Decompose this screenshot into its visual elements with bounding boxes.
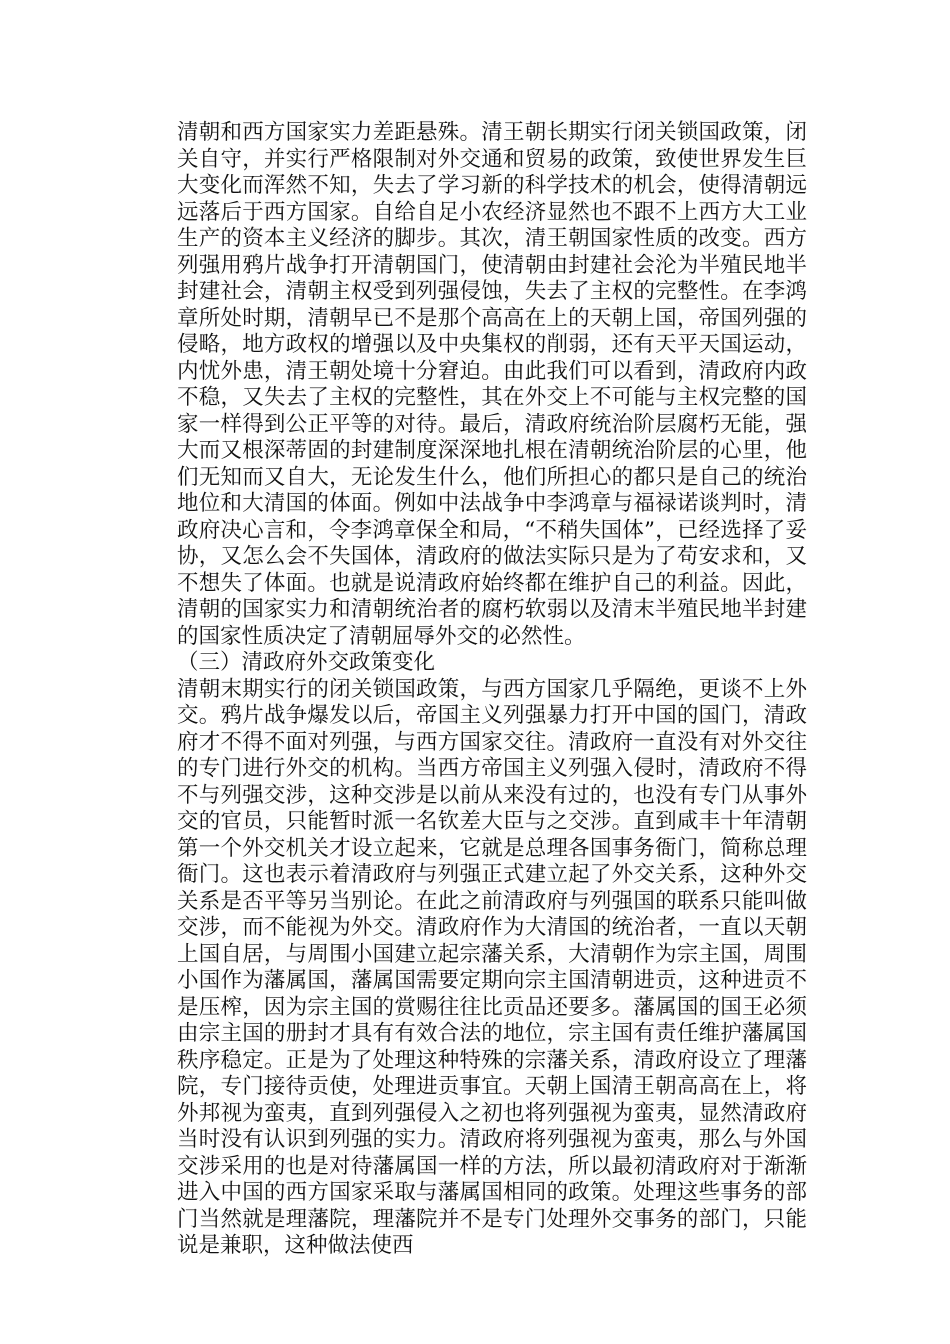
- section-heading: （三）清政府外交政策变化: [177, 650, 436, 675]
- body-paragraph-2: 清朝末期实行的闭关锁国政策，与西方国家几乎隔绝，更谈不上外交。鸦片战争爆发以后，帝国主义列强暴力打开中国的国门，清政府才不得不面对列强，与西方国家交往。清政府一直没有对外交往的专门进行外交的机构。当西方帝国主义列强入侵时，清政府不得不与列强交涉，这种交涉是以前从来没有过的，也没有专门从事外交的官员，只能暂时派一名钦差大臣与之交涉。直到咸丰十年清朝第一个外交机关才设立起来，它就是总理各国事务衙门，简称总理衙门。这也表示着清政府与列强正式建立起了外交关系，这种外交关系是否平等另当别论。在此之前清政府与列强国的联系只能叫做交涉，而不能视为外交。清政府作为大清国的统治者，一直以天朝上国自居，与周围小国建立起宗藩关系，大清朝作为宗主国，周围小国作为藩属国，藩属国需要定期向宗主国清朝进贡，这种进贡不是压榨，因为宗主国的赏赐往往比贡品还要多。藩属国的国王必须由宗主国的册封才具有有效合法的地位，宗主国有责任维护藩属国秩序稳定。正是为了处理这种特殊的宗藩关系，清政府设立了理藩院，专门接待贡使，处理进贡事宜。天朝上国清王朝高高在上，将外邦视为蛮夷，直到列强侵入之初也将列强视为蛮夷，显然清政府当时没有认识到列强的实力。清政府将列强视为蛮夷，那么与外国交涉采用的也是对待藩属国一样的方法，所以最初清政府对于渐渐进入中国的西方国家采取与藩属国相同的政策。处理这些事务的部门当然就是理藩院，理藩院并不是专门处理外交事务的部门，只能说是兼职，这种做法使西: [177, 676, 807, 1258]
- body-paragraph-1: 清朝和西方国家实力差距悬殊。清王朝长期实行闭关锁国政策，闭关自守，并实行严格限制对外交通和贸易的政策，致使世界发生巨大变化而浑然不知，失去了学习新的科学技术的机会，使得清朝远远落后于西方国家。自给自足小农经济显然也不跟不上西方大工业生产的资本主义经济的脚步。其次，清王朝国家性质的改变。西方列强用鸦片战争打开清朝国门，使清朝由封建社会沦为半殖民地半封建社会，清朝主权受到列强侵蚀，失去了主权的完整性。在李鸿章所处时期，清朝早已不是那个高高在上的天朝上国，帝国列强的侵略，地方政权的增强以及中央集权的削弱，还有天平天国运动，内忧外患，清王朝处境十分窘迫。由此我们可以看到，清政府内政不稳，又失去了主权的完整性，其在外交上不可能与主权完整的国家一样得到公正平等的对待。最后，清政府统治阶层腐朽无能，强大而又根深蒂固的封建制度深深地扎根在清朝统治阶层的心里，他们无知而又自大，无论发生什么，他们所担心的都只是自己的统治地位和大清国的体面。例如中法战争中李鸿章与福禄诺谈判时，清政府决心言和，令李鸿章保全和局，“不稍失国体”，已经选择了妥协，又怎么会不失国体，清政府的做法实际只是为了苟安求和，又不想失了体面。也就是说清政府始终都在维护自己的利益。因此，清朝的国家实力和清朝统治者的腐朽软弱以及清末半殖民地半封建的国家性质决定了清朝屈辱外交的必然性。: [177, 120, 807, 649]
- document-page: [177, 120, 807, 1260]
